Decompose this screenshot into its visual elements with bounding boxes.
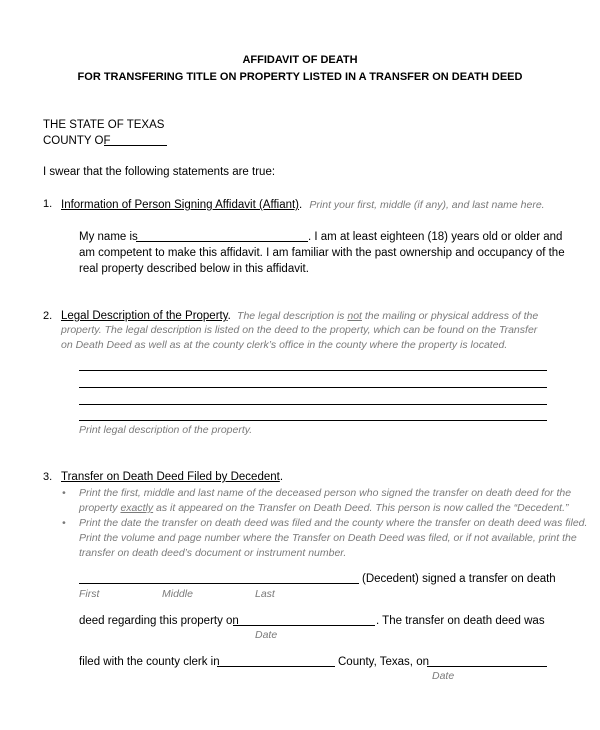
section-1-heading: Information of Person Signing Affidavit (Affiant) — [61, 199, 300, 211]
section-3-heading-dot: . — [279, 471, 284, 483]
legal-description-line-3[interactable] — [79, 404, 547, 405]
section-3-heading-row — [61, 470, 283, 484]
bullet-1-exactly: exactly — [120, 502, 154, 514]
county-blank[interactable] — [104, 145, 167, 146]
date-caption-2: Date — [432, 670, 455, 682]
doc-title: AFFIDAVIT OF DEATH — [242, 54, 358, 66]
decedent-text: (Decedent) signed a transfer on death — [362, 573, 556, 585]
filed-date-blank[interactable] — [427, 666, 547, 667]
swear-statement: I swear that the following statements are true: — [43, 166, 276, 178]
section-2-hint-post: the mailing or physical address of the — [361, 310, 539, 322]
transfer-filed-text: . The transfer on death deed was — [376, 615, 545, 627]
state-label: THE STATE OF TEXAS — [43, 119, 165, 131]
bullet-2-line2: Print the volume and page number where the Transfer on Death Deed was filed, or if not available, print the — [79, 532, 577, 544]
legal-description-line-4[interactable] — [79, 420, 547, 421]
bullet-1: • — [62, 487, 66, 499]
section-2-heading-dot: . — [227, 310, 231, 322]
deed-date-blank[interactable] — [233, 625, 375, 626]
middle-caption: Middle — [162, 588, 193, 600]
section-2-hint-pre: The legal description is — [237, 310, 348, 322]
section-2-hint-not: not — [347, 310, 362, 322]
section-2-heading: Legal Description of the Property — [61, 310, 228, 322]
county-clerk-blank[interactable] — [217, 666, 335, 667]
bullet-1-line1: Print the first, middle and last name of the deceased person who signed the transfer on death deed for the — [79, 487, 572, 499]
bullet-2-line1: Print the date the transfer on death deed was filed and the county where the transfer on death deed was filed. — [79, 517, 588, 529]
county-texas-text: County, Texas, on — [338, 656, 429, 668]
section-3-number: 3. — [43, 471, 53, 483]
bullet-1-line2-pre: property — [79, 502, 121, 514]
section-2-heading-row — [61, 309, 538, 324]
section-2-number: 2. — [43, 310, 53, 322]
last-caption: Last — [255, 588, 275, 600]
first-caption: First — [79, 588, 100, 600]
county-label: COUNTY OF — [43, 135, 111, 147]
legal-description-line-1[interactable] — [79, 370, 547, 371]
section-1-line3: real property described below in this affidavit. — [79, 263, 309, 275]
filed-with-text: filed with the county clerk in — [79, 656, 220, 668]
bullet-1-line2 — [79, 501, 569, 516]
bullet-1-line2-post: as it appeared on the Transfer on Death Deed. This person is now called the “Decedent.” — [153, 502, 569, 514]
section-3-heading: Transfer on Death Deed Filed by Decedent — [61, 471, 280, 483]
doc-subtitle: FOR TRANSFERING TITLE ON PROPERTY LISTED IN A TRANSFER ON DEATH DEED — [77, 71, 523, 83]
bullet-2: • — [62, 517, 66, 529]
affiant-name-blank[interactable] — [136, 241, 308, 242]
my-name-label: My name is — [79, 231, 138, 243]
section-1-line2: am competent to make this affidavit. I am familiar with the past ownership and occupancy of the — [79, 247, 565, 259]
section-2-hint-line2: property. The legal description is listed on the deed to the property, which can be found on the Transfer — [61, 324, 538, 336]
section-1-line1-rest: . I am at least eighteen (18) years old or older and — [308, 231, 563, 243]
bullet-2-line3: transfer on death deed’s document or instrument number. — [79, 547, 347, 559]
section-2-hint-line3: on Death Deed as well as at the county clerk’s office in the county where the property is located. — [61, 339, 508, 351]
section-1-heading-row — [61, 198, 545, 213]
legal-description-line-2[interactable] — [79, 387, 547, 388]
decedent-name-blank[interactable] — [79, 583, 359, 584]
section-1-number: 1. — [43, 198, 53, 210]
section-1-heading-dot: . — [299, 199, 303, 211]
legal-description-caption: Print legal description of the property. — [79, 424, 253, 436]
section-1-hint: Print your first, middle (if any), and last name here. — [309, 199, 545, 211]
date-caption-1: Date — [255, 629, 278, 641]
deed-regarding-text: deed regarding this property on — [79, 615, 239, 627]
